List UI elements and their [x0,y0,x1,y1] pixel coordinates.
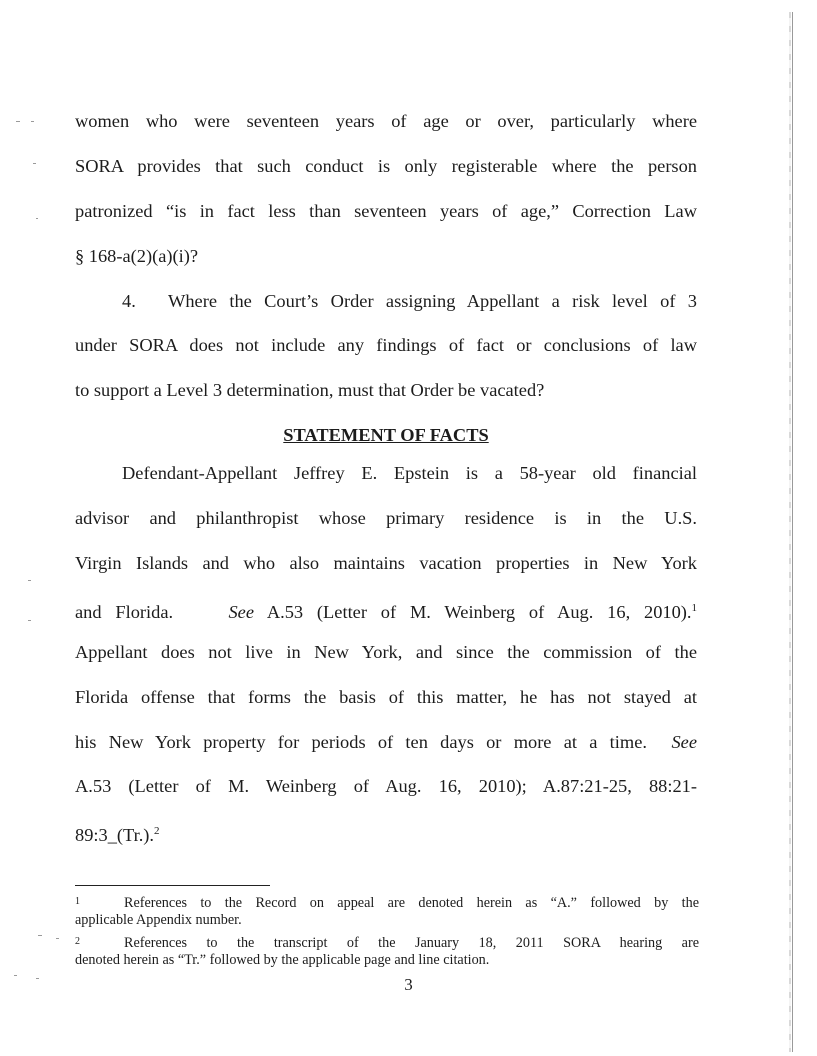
body-text-line: advisor and philanthropist whose primary residence is in the U.S. [75,508,697,528]
footnote-text: applicable Appendix number. [75,912,242,928]
body-text-line: Defendant-Appellant Jeffrey E. Epstein is a 58-year old financial [122,463,697,483]
body-text-line: A.53 (Letter of M. Weinberg of Aug. 16, 2010); A.87:21-25, 88:21- [75,776,697,796]
citation-signal: See [228,602,254,622]
scan-edge-line [792,12,793,1052]
scan-speck [31,121,34,122]
footnote-text: References to the Record on appeal are denoted herein as “A.” followed by the [124,895,699,911]
body-text-line: under SORA does not include any findings of fact or conclusions of law [75,335,697,355]
body-text-line [75,731,697,753]
text-run: and Florida. [75,602,174,622]
footnote-1 [75,893,699,912]
body-text-line: to support a Level 3 determination, must that Order be vacated? [75,380,545,400]
text-run: 89:3_(Tr.). [75,825,155,845]
question-item-4 [122,290,697,312]
footnote-reference[interactable]: 1 [691,602,698,614]
footnote-reference[interactable]: 2 [154,825,160,837]
page-number: 3 [404,975,413,994]
footnote-text: denoted herein as “Tr.” followed by the applicable page and line citation. [75,952,490,968]
body-text-line: § 168-a(2)(a)(i)? [75,246,199,266]
body-text-line: patronized “is in fact less than seventeen years of age,” Correction Law [75,201,697,221]
scan-speck [56,938,59,939]
scan-speck [36,218,38,219]
body-text-line: Florida offense that forms the basis of this matter, he has not stayed at [75,687,697,707]
body-text-line: SORA provides that such conduct is only registerable where the person [75,156,697,176]
scan-speck [38,935,42,936]
footnote-mark: 2 [75,936,80,947]
footnote-2 [75,933,699,952]
text-run: A.53 (Letter of M. Weinberg of Aug. 16, 2010). [266,602,692,622]
body-text-line: women who were seventeen years of age or over, particularly where [75,111,697,131]
text-run: his New York property for periods of ten days or more at a time. [75,732,647,752]
scan-speck [28,620,31,621]
footnote-text: References to the transcript of the January 18, 2011 SORA hearing are [124,935,699,951]
footnote-mark: 1 [75,896,80,907]
scan-speck [16,121,20,122]
body-text-line [75,597,697,623]
scan-speck [28,580,31,581]
scan-speck [33,163,36,164]
body-text-line [75,820,697,846]
body-text-line: Appellant does not live in New York, and since the commission of the [75,642,697,662]
citation-signal: See [671,732,697,752]
footnote-separator [75,885,270,886]
scan-edge-shadow [789,12,791,1052]
item-number: 4. [122,291,136,311]
item-text: Where the Court’s Order assigning Appellant a risk level of 3 [168,291,697,311]
body-text-line: Virgin Islands and who also maintains vacation properties in New York [75,553,697,573]
section-heading: STATEMENT OF FACTS [283,425,489,445]
